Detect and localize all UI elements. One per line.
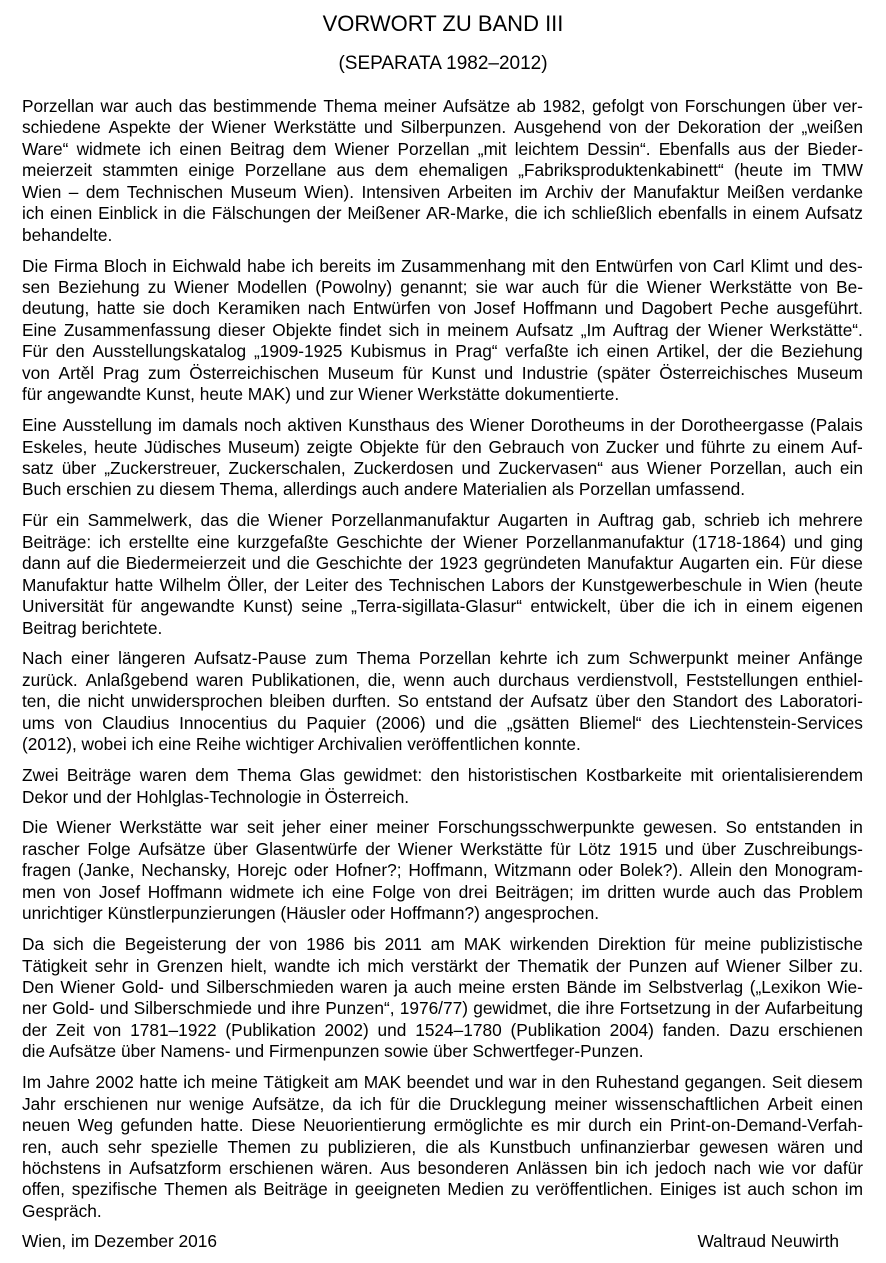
text-line: für angewandte Kunst, heute MAK) und zur Wiener Werkstätte dokumentierte. — [22, 384, 620, 405]
page-title: VORWORT ZU BAND III — [322, 11, 564, 36]
text-line: Zwei Beiträge waren dem Thema Glas gewidmet: den historistischen Kostbarkeite mit orientalisierendem — [22, 765, 863, 786]
text-line: Da sich die Begeisterung der von 1986 bis 2011 am MAK wirkenden Direktion für meine publizistische — [22, 934, 863, 955]
text-line: ich einen Einblick in die Fälschungen der Meißener AR-Marke, die ich schließlich ebenfalls in einem Aufsatz — [22, 203, 863, 224]
text-line: (2012), wobei ich eine Reihe wichtiger Archivalien veröffentlichen konnte. — [22, 734, 581, 755]
paragraph — [22, 510, 863, 639]
text-line: deutung, hatte sie doch Keramiken nach Entwürfen von Josef Hoffmann und Dagobert Peche ausgeführt. — [22, 298, 863, 319]
text-line: Im Jahre 2002 hatte ich meine Tätigkeit am MAK beendet und war in den Ruhestand gegangen. Seit diesem — [22, 1072, 863, 1093]
paragraph — [22, 256, 863, 406]
text-line: Wien – dem Technischen Museum Wien). Intensiven Arbeiten im Archiv der Manufaktur Meißen verdanke — [22, 181, 863, 202]
footer-place-date: Wien, im Dezember 2016 — [22, 1231, 217, 1251]
text-line: Universität für angewandte Kunst) seine „Terra-sigillata-Glasur“ entwickelt, über die ich in einem eigenen — [22, 596, 863, 617]
document-body — [22, 96, 863, 1222]
paragraph — [22, 817, 863, 924]
text-line: Eine Ausstellung im damals noch aktiven Kunsthaus des Wiener Dorotheums in der Dorotheergasse (Palais — [22, 415, 863, 436]
paragraph — [22, 648, 863, 755]
text-line: Eskeles, heute Jüdisches Museum) zeigte Objekte für den Gebrauch von Zucker und führte zu einem Auf- — [22, 436, 863, 457]
text-line: Gespräch. — [22, 1200, 102, 1221]
paragraph — [22, 934, 863, 1063]
text-line: dann auf die Biedermeierzeit und die Geschichte der 1923 gegründeten Manufaktur Augarten ein. Für diese — [22, 553, 863, 574]
text-line: ner Gold- und Silberschmiede und ihre Punzen“, 1976/77) gewidmet, die ihre Fortsetzung in der Aufarbeitung — [22, 998, 863, 1019]
text-line: ums von Claudius Innocentius du Paquier (2006) und die „gsätten Bliemel“ des Liechtenstein-Services — [22, 712, 863, 733]
text-line: fragen (Janke, Nechansky, Horejc oder Hofner?; Hoffmann, Witzmann oder Bolek?). Allein den Monogram- — [22, 860, 863, 881]
text-line: men von Josef Hoffmann widmete ich eine Folge von drei Beiträgen; im dritten wurde auch das Problem — [22, 881, 863, 902]
text-line: Tätigkeit sehr in Grenzen hielt, wandte ich mich verstärkt der Thematik der Punzen auf Wiener Silber zu. — [22, 955, 863, 976]
paragraph — [22, 415, 863, 501]
text-line: behandelte. — [22, 224, 113, 245]
text-line: Beitrag berichtete. — [22, 617, 163, 638]
footer — [22, 1231, 864, 1252]
text-line: Die Wiener Werkstätte war seit jeher einer meiner Forschungsschwerpunkte gewesen. So entstanden in — [22, 817, 863, 838]
text-line: der Zeit von 1781–1922 (Publikation 2002) und 1524–1780 (Publikation 2004) fanden. Dazu erschienen — [22, 1019, 863, 1040]
text-line: neuen Weg gefunden hatte. Diese Neuorientierung ermöglichte es mir durch ein Print-on-Demand-Verfah- — [22, 1115, 863, 1136]
text-line: Den Wiener Gold- und Silberschmieden waren ja auch meine ersten Bände im Selbstverlag („Lexikon Wie- — [22, 976, 863, 997]
text-line: Manufaktur hatte Wilhelm Öller, der Leiter des Technischen Labors der Kunstgewerbeschule in Wien (heute — [22, 574, 863, 595]
text-line: Beiträge: ich erstellte eine kurzgefaßte Geschichte der Wiener Porzellanmanufaktur (1718-1864) und ging — [22, 531, 863, 552]
text-line: meierzeit stammten einige Porzellane aus dem ehemaligen „Fabriksproduktenkabinett“ (heute im TMW — [22, 160, 863, 181]
footer-author: Waltraud Neuwirth — [697, 1231, 839, 1251]
text-line: Porzellan war auch das bestimmende Thema meiner Aufsätze ab 1982, gefolgt von Forschungen über ver- — [22, 96, 863, 116]
text-line: ren, auch sehr spezielle Themen zu publizieren, die als Kunstbuch unfinanzierbar gewesen wären und — [22, 1136, 863, 1157]
text-line: sen Beziehung zu Wiener Modellen (Powolny) genannt; sie war auch für die Wiener Werkstätte von Be- — [22, 277, 863, 298]
paragraph — [22, 96, 863, 246]
text-line: rascher Folge Aufsätze über Glasentwürfe der Wiener Werkstätte für Lötz 1915 und über Zuschreibungs- — [22, 838, 863, 859]
text-line: Eine Zusammenfassung dieser Objekte findet sich in meinem Aufsatz „Im Auftrag der Wiener Werkstätte“. — [22, 319, 863, 340]
text-line: Ware“ widmete ich einen Beitrag dem Wiener Porzellan „mit leichtem Dessin“. Ebenfalls aus der Bieder- — [22, 138, 863, 159]
text-line: höchstens in Aufsatzform erschienen wären. Aus besonderen Anlässen bin ich jedoch nach wie vor dafür — [22, 1157, 863, 1178]
text-line: satz über „Zuckerstreuer, Zuckerschalen, Zuckerdosen und Zuckervasen“ aus Wiener Porzellan, auch ein — [22, 458, 863, 479]
text-line: Jahr erschienen nur wenige Aufsätze, da ich für die Drucklegung meiner wissenschaftlichen Arbeit einen — [22, 1093, 863, 1114]
page-subtitle: (SEPARATA 1982–2012) — [338, 53, 548, 74]
text-line: Für ein Sammelwerk, das die Wiener Porzellanmanufaktur Augarten in Auftrag gab, schrieb ich mehrere — [22, 510, 863, 531]
paragraph — [22, 1072, 863, 1222]
text-line: Dekor und der Hohlglas-Technologie in Österreich. — [22, 786, 410, 807]
text-line: Nach einer längeren Aufsatz-Pause zum Thema Porzellan kehrte ich zum Schwerpunkt meiner Anfänge — [22, 648, 863, 669]
paragraph — [22, 765, 863, 808]
text-line: schiedene Aspekte der Wiener Werkstätte und Silberpunzen. Ausgehend von der Dekoration der „weißen — [22, 117, 863, 138]
text-line: offen, spezifische Themen als Beiträge in geeigneten Medien zu veröffentlichen. Einiges ist auch schon im — [22, 1179, 863, 1200]
text-line: zurück. Anlaßgebend waren Publikationen, die, wenn auch durchaus verdienstvoll, Feststellungen enthiel- — [22, 669, 863, 690]
text-line: von Artěl Prag zum Österreichischen Museum für Kunst und Industrie (später Österreichisches Museum — [22, 362, 863, 383]
text-line: Für den Ausstellungskatalog „1909-1925 Kubismus in Prag“ verfaßte ich einen Artikel, der die Beziehung — [22, 341, 863, 362]
text-line: ten, die nicht unwidersprochen bleiben durften. So entstand der Aufsatz über den Standort des Laboratori- — [22, 691, 863, 712]
text-line: Die Firma Bloch in Eichwald habe ich bereits im Zusammenhang mit den Entwürfen von Carl Klimt und des- — [22, 255, 863, 276]
text-line: unrichtiger Künstlerpunzierungen (Häusler oder Hoffmann?) angesprochen. — [22, 903, 600, 924]
text-line: Buch erschien zu diesem Thema, allerdings auch andere Materialien als Porzellan umfassend. — [22, 479, 746, 500]
text-line: die Aufsätze über Namens- und Firmenpunzen sowie über Schwertfeger-Punzen. — [22, 1041, 644, 1062]
